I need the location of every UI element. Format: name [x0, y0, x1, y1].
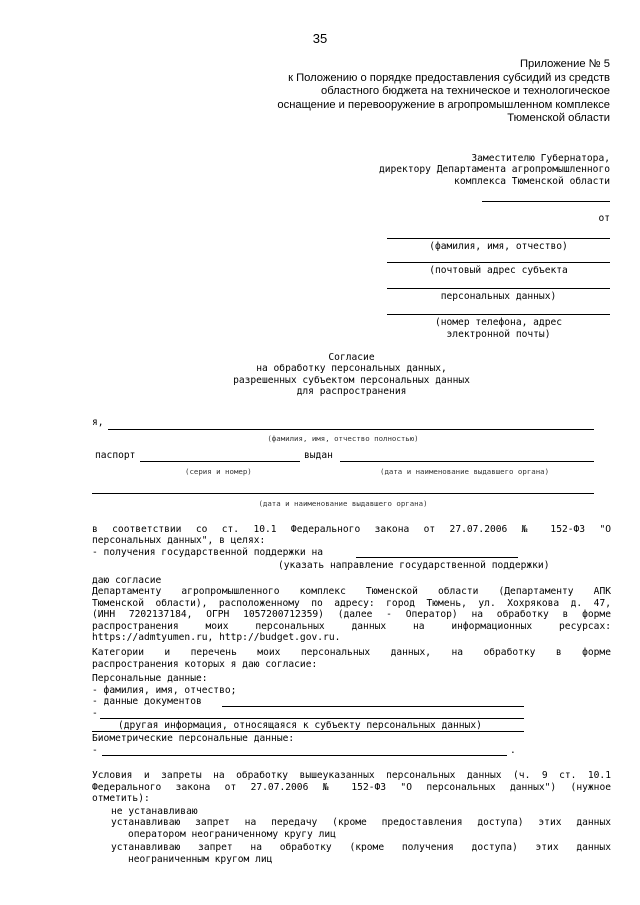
accordance-line-1: в соответствии со ст. 10.1 Федерального закона от 27.07.2006 № 152-ФЗ "О	[92, 524, 611, 535]
bio-dash: -	[92, 745, 98, 756]
heading-line: Согласие	[328, 352, 375, 363]
addressee-underline	[482, 201, 610, 202]
option-transfer-ban[interactable]: устанавливаю запрет на передачу (кроме предоставления доступа) этих данных	[111, 817, 611, 828]
heading-line: для распространения	[296, 386, 407, 398]
option-not-set[interactable]: не устанавливаю	[111, 806, 198, 817]
contacts-hint-1: (номер телефона, адрес	[434, 317, 563, 328]
fio-field-line[interactable]	[387, 238, 610, 239]
pd-docs-field-line[interactable]	[222, 706, 524, 707]
addressee-line: директору Департамента агропромышленного	[378, 164, 610, 176]
address-hint-2: персональных данных)	[440, 291, 557, 302]
pd-other-underline	[92, 731, 524, 732]
option-transfer-ban-cont: оператором неограниченному кругу лиц	[128, 829, 336, 840]
heading-line: разрешенных субъектом персональных данных	[233, 374, 470, 386]
conditions-line-2: Федерального закона от 27.07.2006 № 152-ФЗ "О персональных данных") (нужное	[92, 782, 611, 793]
purpose-field-line[interactable]	[356, 557, 518, 558]
category-line-2: распространения которых я даю согласие:	[92, 659, 318, 670]
ya-label: я,	[92, 417, 104, 428]
purpose-text: - получения государственной поддержки на	[92, 547, 324, 558]
fio-full-hint: (фамилия, имя, отчество полностью)	[267, 434, 419, 443]
issued-field-line[interactable]	[340, 461, 594, 462]
appendix-line: к Положению о порядке предоставления субсидий из средств	[288, 71, 610, 84]
appendix-line: Тюменской области	[507, 112, 610, 125]
series-hint: (серия и номер)	[185, 467, 252, 476]
appendix-title: Приложение № 5	[519, 58, 610, 70]
conditions-line-1: Условия и запреты на обработку вышеуказанных персональных данных (ч. 9 ст. 10.1	[92, 770, 611, 781]
pd-title: Персональные данные:	[92, 673, 208, 684]
pd-fio: - фамилия, имя, отчество;	[92, 685, 237, 696]
addressee-line: комплекса Тюменской области	[454, 175, 610, 187]
bio-dot: .	[510, 745, 516, 756]
appendix-line: оснащение и перевооружение в агропромышленном комплексе	[277, 98, 610, 111]
contacts-field-line[interactable]	[387, 314, 610, 315]
from-label: от	[598, 213, 610, 224]
consent-label: даю согласие	[92, 575, 162, 586]
pd-docs: - данные документов	[92, 696, 202, 707]
issuer-field-line[interactable]	[92, 493, 594, 494]
addressee-block	[300, 153, 610, 187]
purpose-hint: (указать направление государственной поддержки)	[278, 560, 550, 571]
category-line-1: Категории и перечень моих персональных данных, на обработку в форме	[92, 647, 611, 658]
pd-dash: -	[92, 708, 98, 719]
page-number: 35	[312, 31, 328, 46]
addressee-line: Заместителю Губернатора,	[471, 153, 610, 164]
option-processing-ban-cont: неограниченным кругом лиц	[128, 854, 273, 865]
appendix-line: областного бюджета на техническое и технологическое	[320, 85, 610, 98]
consent-heading	[92, 352, 611, 398]
bio-field-line[interactable]	[102, 755, 507, 756]
pd-other-field-line[interactable]	[100, 718, 524, 719]
purpose-line	[92, 547, 611, 558]
contacts-hint-2: электронной почты)	[446, 329, 551, 340]
accordance-line-2: персональных данных", в целях:	[92, 535, 266, 546]
address-field-line[interactable]	[387, 262, 610, 263]
appendix-block	[230, 58, 610, 126]
conditions-line-3: отметить):	[92, 793, 150, 804]
passport-label: паспорт	[95, 450, 136, 461]
fio-hint: (фамилия, имя, отчество)	[429, 241, 568, 252]
dept-line-1: Департаменту агропромышленного комплекс Тюменской области (Департаменту АПК	[92, 586, 611, 597]
date-issuer-hint: (дата и наименование выдавшего органа)	[380, 467, 550, 476]
dept-line-5: https://admtyumen.ru, http://budget.gov.ru.	[92, 632, 341, 643]
passport-field-line[interactable]	[140, 461, 300, 462]
pd-other-hint: (другая информация, относящаяся к субъекту персональных данных)	[118, 720, 482, 731]
issued-label: выдан	[304, 450, 333, 461]
dept-line-4: распространения моих персональных данных на информационных ресурсах:	[92, 621, 611, 632]
fio-full-field-line[interactable]	[108, 429, 594, 430]
date-issuer-hint-2: (дата и наименование выдавшего органа)	[258, 499, 428, 508]
dept-line-2: Тюменской области), расположенному по адресу: город Тюмень, ул. Хохрякова д. 47,	[92, 598, 611, 609]
address-hint-1: (почтовый адрес субъекта	[429, 265, 568, 276]
option-processing-ban[interactable]: устанавливаю запрет на обработку (кроме получения доступа) этих данных	[111, 842, 611, 853]
bio-title: Биометрические персональные данные:	[92, 733, 295, 744]
dept-line-3: (ИНН 7202137184, ОГРН 1057200712359) (далее - Оператор) на обработку в форме	[92, 609, 611, 620]
address-field-line-2[interactable]	[387, 288, 610, 289]
heading-line: на обработку персональных данных,	[256, 363, 447, 375]
